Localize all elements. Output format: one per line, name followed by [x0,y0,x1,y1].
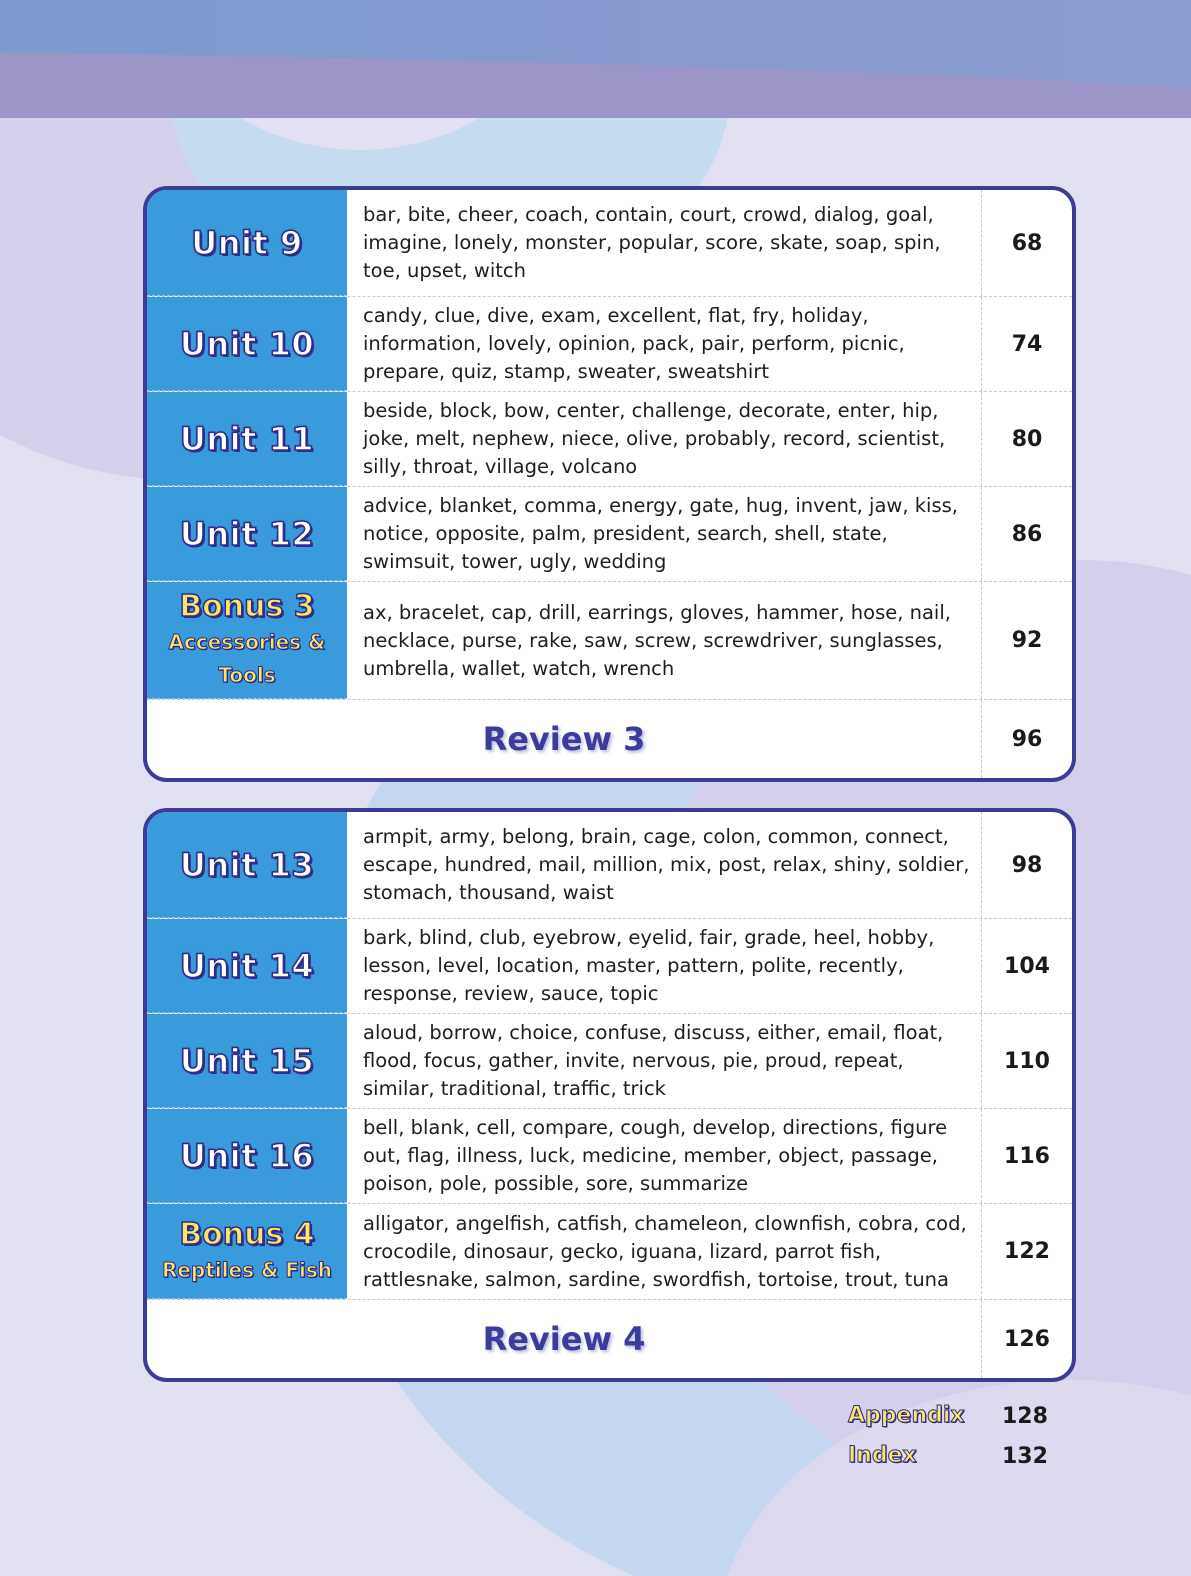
vocabulary-list: armpit, army, belong, brain, cage, colon, common, connect, escape, hundred, mail, million, mix, post, relax, shiny, soldier, stomach, thousand, waist [347,812,982,918]
unit-badge [147,1109,347,1203]
vocabulary-list: aloud, borrow, choice, confuse, discuss, either, email, float, flood, focus, gather, invite, nervous, pie, proud, repeat, similar, traditional, traffic, trick [347,1014,982,1108]
page-number: 92 [1011,628,1043,653]
page-number: 126 [1004,1326,1050,1352]
unit-label: Unit 10 [179,324,315,363]
page-number: 96 [1011,726,1043,752]
unit-row[interactable] [147,487,1072,582]
contents-panel-1 [143,186,1076,782]
unit-label: Unit 9 [191,223,303,262]
unit-label: Unit 14 [179,946,315,985]
vocabulary-list: advice, blanket, comma, energy, gate, hug, invent, jaw, kiss, notice, opposite, palm, president, search, shell, state, swimsuit, tower, ugly, wedding [347,487,982,581]
bonus-subtitle: Tools [218,663,276,687]
bonus-label: Bonus 4 [179,1216,315,1252]
appendix-label: Appendix [848,1403,965,1428]
page-number: 122 [1004,1239,1050,1264]
header-banner [0,0,1191,118]
bonus-label: Bonus 3 [179,589,315,624]
unit-row[interactable] [147,392,1072,487]
unit-badge [147,812,347,918]
unit-row[interactable] [147,919,1072,1014]
index-label: Index [848,1443,917,1468]
vocabulary-list: bark, blind, club, eyebrow, eyelid, fair, grade, heel, hobby, lesson, level, location, master, pattern, polite, recently, response, review, sauce, topic [347,919,982,1013]
bonus-subtitle: Reptiles & Fish [161,1257,333,1282]
unit-row[interactable] [147,1014,1072,1109]
page-number: 116 [1004,1143,1050,1169]
vocabulary-list: ax, bracelet, cap, drill, earrings, gloves, hammer, hose, nail, necklace, purse, rake, saw, screw, screwdriver, sunglasses, umbrella, wallet, watch, wrench [347,582,982,699]
index-entry[interactable] [848,1443,917,1468]
appendix-page-number: 128 [1002,1404,1048,1429]
unit-label: Unit 12 [179,514,315,553]
unit-badge [147,392,347,486]
unit-row[interactable] [147,190,1072,297]
unit-row[interactable] [147,812,1072,919]
page-number: 110 [1004,1048,1050,1074]
vocabulary-list: alligator, angelfish, catfish, chameleon, clownfish, cobra, cod, crocodile, dinosaur, gecko, iguana, lizard, parrot fish, rattlesnake, salmon, sardine, swordfish, tortoise, trout, tuna [347,1204,982,1299]
bonus-row[interactable] [147,582,1072,700]
bonus-badge [147,582,347,699]
unit-badge [147,297,347,391]
unit-label: Unit 15 [179,1041,315,1080]
page-number: 86 [1011,521,1043,547]
review-label: Review 3 [147,700,982,778]
unit-badge [147,487,347,581]
vocabulary-list: beside, block, bow, center, challenge, decorate, enter, hip, joke, melt, nephew, niece, olive, probably, record, scientist, silly, throat, village, volcano [347,392,982,486]
unit-badge [147,190,347,296]
page-number: 74 [1011,331,1043,357]
contents-panel-2 [143,808,1076,1382]
review-row[interactable] [147,700,1072,778]
unit-row[interactable] [147,297,1072,392]
page-number: 104 [1004,953,1050,979]
bonus-row[interactable] [147,1204,1072,1300]
unit-label: Unit 13 [179,845,315,884]
review-row[interactable] [147,1300,1072,1378]
review-label: Review 4 [147,1300,982,1378]
bonus-subtitle: Accessories & [168,630,326,654]
page-number: 98 [1011,852,1043,878]
vocabulary-list: candy, clue, dive, exam, excellent, flat, fry, holiday, information, lovely, opinion, pack, pair, perform, picnic, prepare, quiz, stamp, sweater, sweatshirt [347,297,982,391]
vocabulary-list: bell, blank, cell, compare, cough, develop, directions, figure out, flag, illness, luck, medicine, member, object, passage, poison, pole, possible, sore, summarize [347,1109,982,1203]
appendix-entry[interactable] [848,1403,965,1428]
index-page-number: 132 [1002,1444,1048,1469]
unit-badge [147,1014,347,1108]
unit-label: Unit 16 [179,1136,315,1175]
bonus-badge [147,1204,347,1299]
unit-badge [147,919,347,1013]
unit-label: Unit 11 [179,419,315,458]
unit-row[interactable] [147,1109,1072,1204]
page-number: 80 [1011,426,1043,452]
page-number: 68 [1011,230,1043,256]
vocabulary-list: bar, bite, cheer, coach, contain, court, crowd, dialog, goal, imagine, lonely, monster, popular, score, skate, soap, spin, toe, upset, witch [347,190,982,296]
